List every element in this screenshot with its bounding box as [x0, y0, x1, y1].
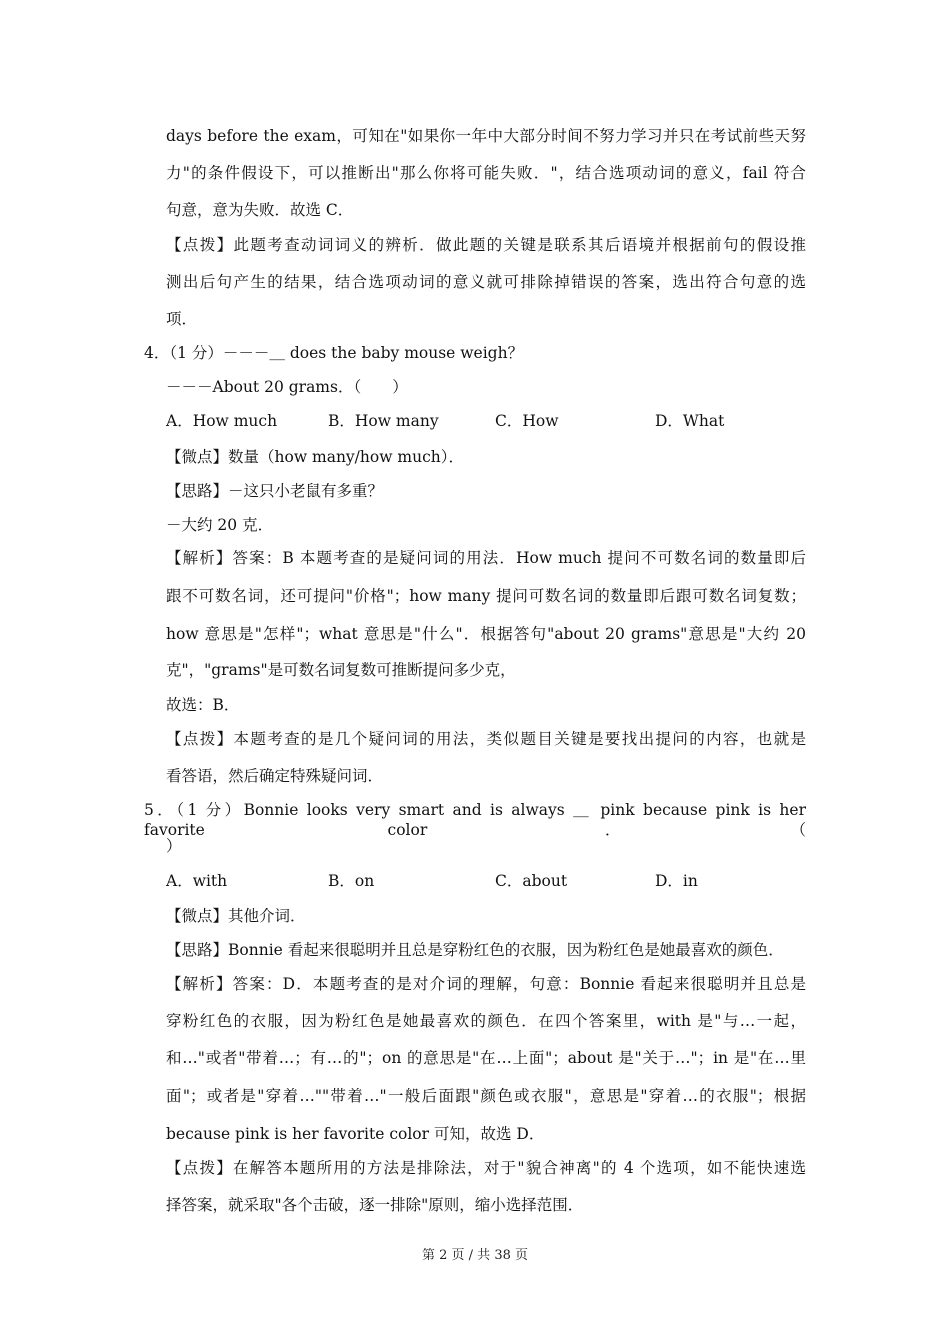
q3-analysis-line-2: 力"的条件假设下，可以推断出"那么你将可能失败．"，结合选项动词的意义，fail 符合 [166, 164, 806, 182]
q5-option-d: D．in [655, 872, 698, 890]
q5-stem-line-2: ） [166, 837, 182, 855]
q4-stem-line-2: －－－About 20 grams．（ ） [166, 378, 408, 396]
q5-jiexi-line-2: 穿粉红色的衣服，因为粉红色是她最喜欢的颜色．在四个答案里，with 是"与…一起， [166, 1012, 806, 1030]
q4-jiexi-line-4: 克"，"grams"是可数名词复数可推断提问多少克， [166, 661, 516, 679]
q4-option-b: B．How many [328, 412, 439, 430]
q4-jiexi-line-2: 跟不可数名词，还可提问"价格"；how many 提问可数名词的数量即后跟可数名词复数； [166, 587, 806, 605]
q5-tip-line-2: 择答案，就采取"各个击破，逐一排除"原则，缩小选择范围． [166, 1196, 584, 1214]
q4-jiexi-line-3: how 意思是"怎样"；what 意思是"什么"．根据答句"about 20 grams"意思是"大约 20 [166, 625, 806, 643]
q3-analysis-line-1: days before the exam，可知在"如果你一年中大部分时间不努力学习并只在考试前些天努 [166, 127, 806, 145]
q4-tip-line-1: 【点拨】本题考查的是几个疑问词的用法，类似题目关键是要找出提问的内容，也就是 [166, 730, 806, 748]
q5-jiexi-line-3: 和…"或者"带着…；有…的"；on 的意思是"在…上面"；about 是"关于…"；in 是"在…里 [166, 1049, 806, 1067]
q5-silu: 【思路】Bonnie 看起来很聪明并且总是穿粉红色的衣服，因为粉红色是她最喜欢的颜色． [166, 941, 784, 959]
q4-tip-line-2: 看答语，然后确定特殊疑问词． [166, 767, 384, 785]
q5-stem: 5．（1 分）Bonnie looks very smart and is always ＿ pink because pink is her favorite color．（ [144, 801, 806, 839]
q4-option-d: D．What [655, 412, 725, 430]
q4-answer: 故选：B． [166, 696, 240, 714]
q4-weidian: 【微点】数量（how many/how much）． [166, 448, 465, 466]
q5-jiexi-line-5: because pink is her favorite color 可知，故选 D． [166, 1125, 545, 1143]
q5-tip-line-1: 【点拨】在解答本题所用的方法是排除法，对于"貌合神离"的 4 个选项，如不能快速选 [166, 1159, 806, 1177]
q5-option-a: A．with [166, 872, 228, 890]
q5-jiexi-line-1: 【解析】答案：D．本题考查的是对介词的理解，句意：Bonnie 看起来很聪明并且总是 [166, 975, 806, 993]
q4-silu-line-2: －大约 20 克． [166, 516, 274, 534]
q5-jiexi-line-4: 面"；或者是"穿着…""带着…"一般后面跟"颜色或衣服"，意思是"穿着…的衣服"；根据 [166, 1087, 806, 1105]
q4-silu-line-1: 【思路】－这只小老鼠有多重？ [166, 482, 384, 500]
q3-tip-line-2: 测出后句产生的结果，结合选项动词的意义就可排除掉错误的答案，选出符合句意的选 [166, 273, 806, 291]
q4-option-a: A．How much [166, 412, 278, 430]
page-number-footer: 第 2 页 / 共 38 页 [422, 1248, 528, 1263]
q3-tip-line-3: 项． [166, 310, 198, 328]
q4-stem: 4．（1 分）－－－＿ does the baby mouse weigh？ [144, 344, 524, 362]
q5-option-c: C．about [495, 872, 568, 890]
q4-jiexi-line-1: 【解析】答案：B 本题考查的是疑问词的用法．How much 提问不可数名词的数量即后 [166, 549, 806, 567]
q5-weidian: 【微点】其他介词． [166, 907, 306, 925]
q5-option-b: B．on [328, 872, 375, 890]
q4-option-c: C．How [495, 412, 559, 430]
q3-tip-line-1: 【点拨】此题考查动词词义的辨析．做此题的关键是联系其后语境并根据前句的假设推 [166, 236, 806, 254]
q3-analysis-line-3: 句意，意为失败．故选 C． [166, 201, 354, 219]
